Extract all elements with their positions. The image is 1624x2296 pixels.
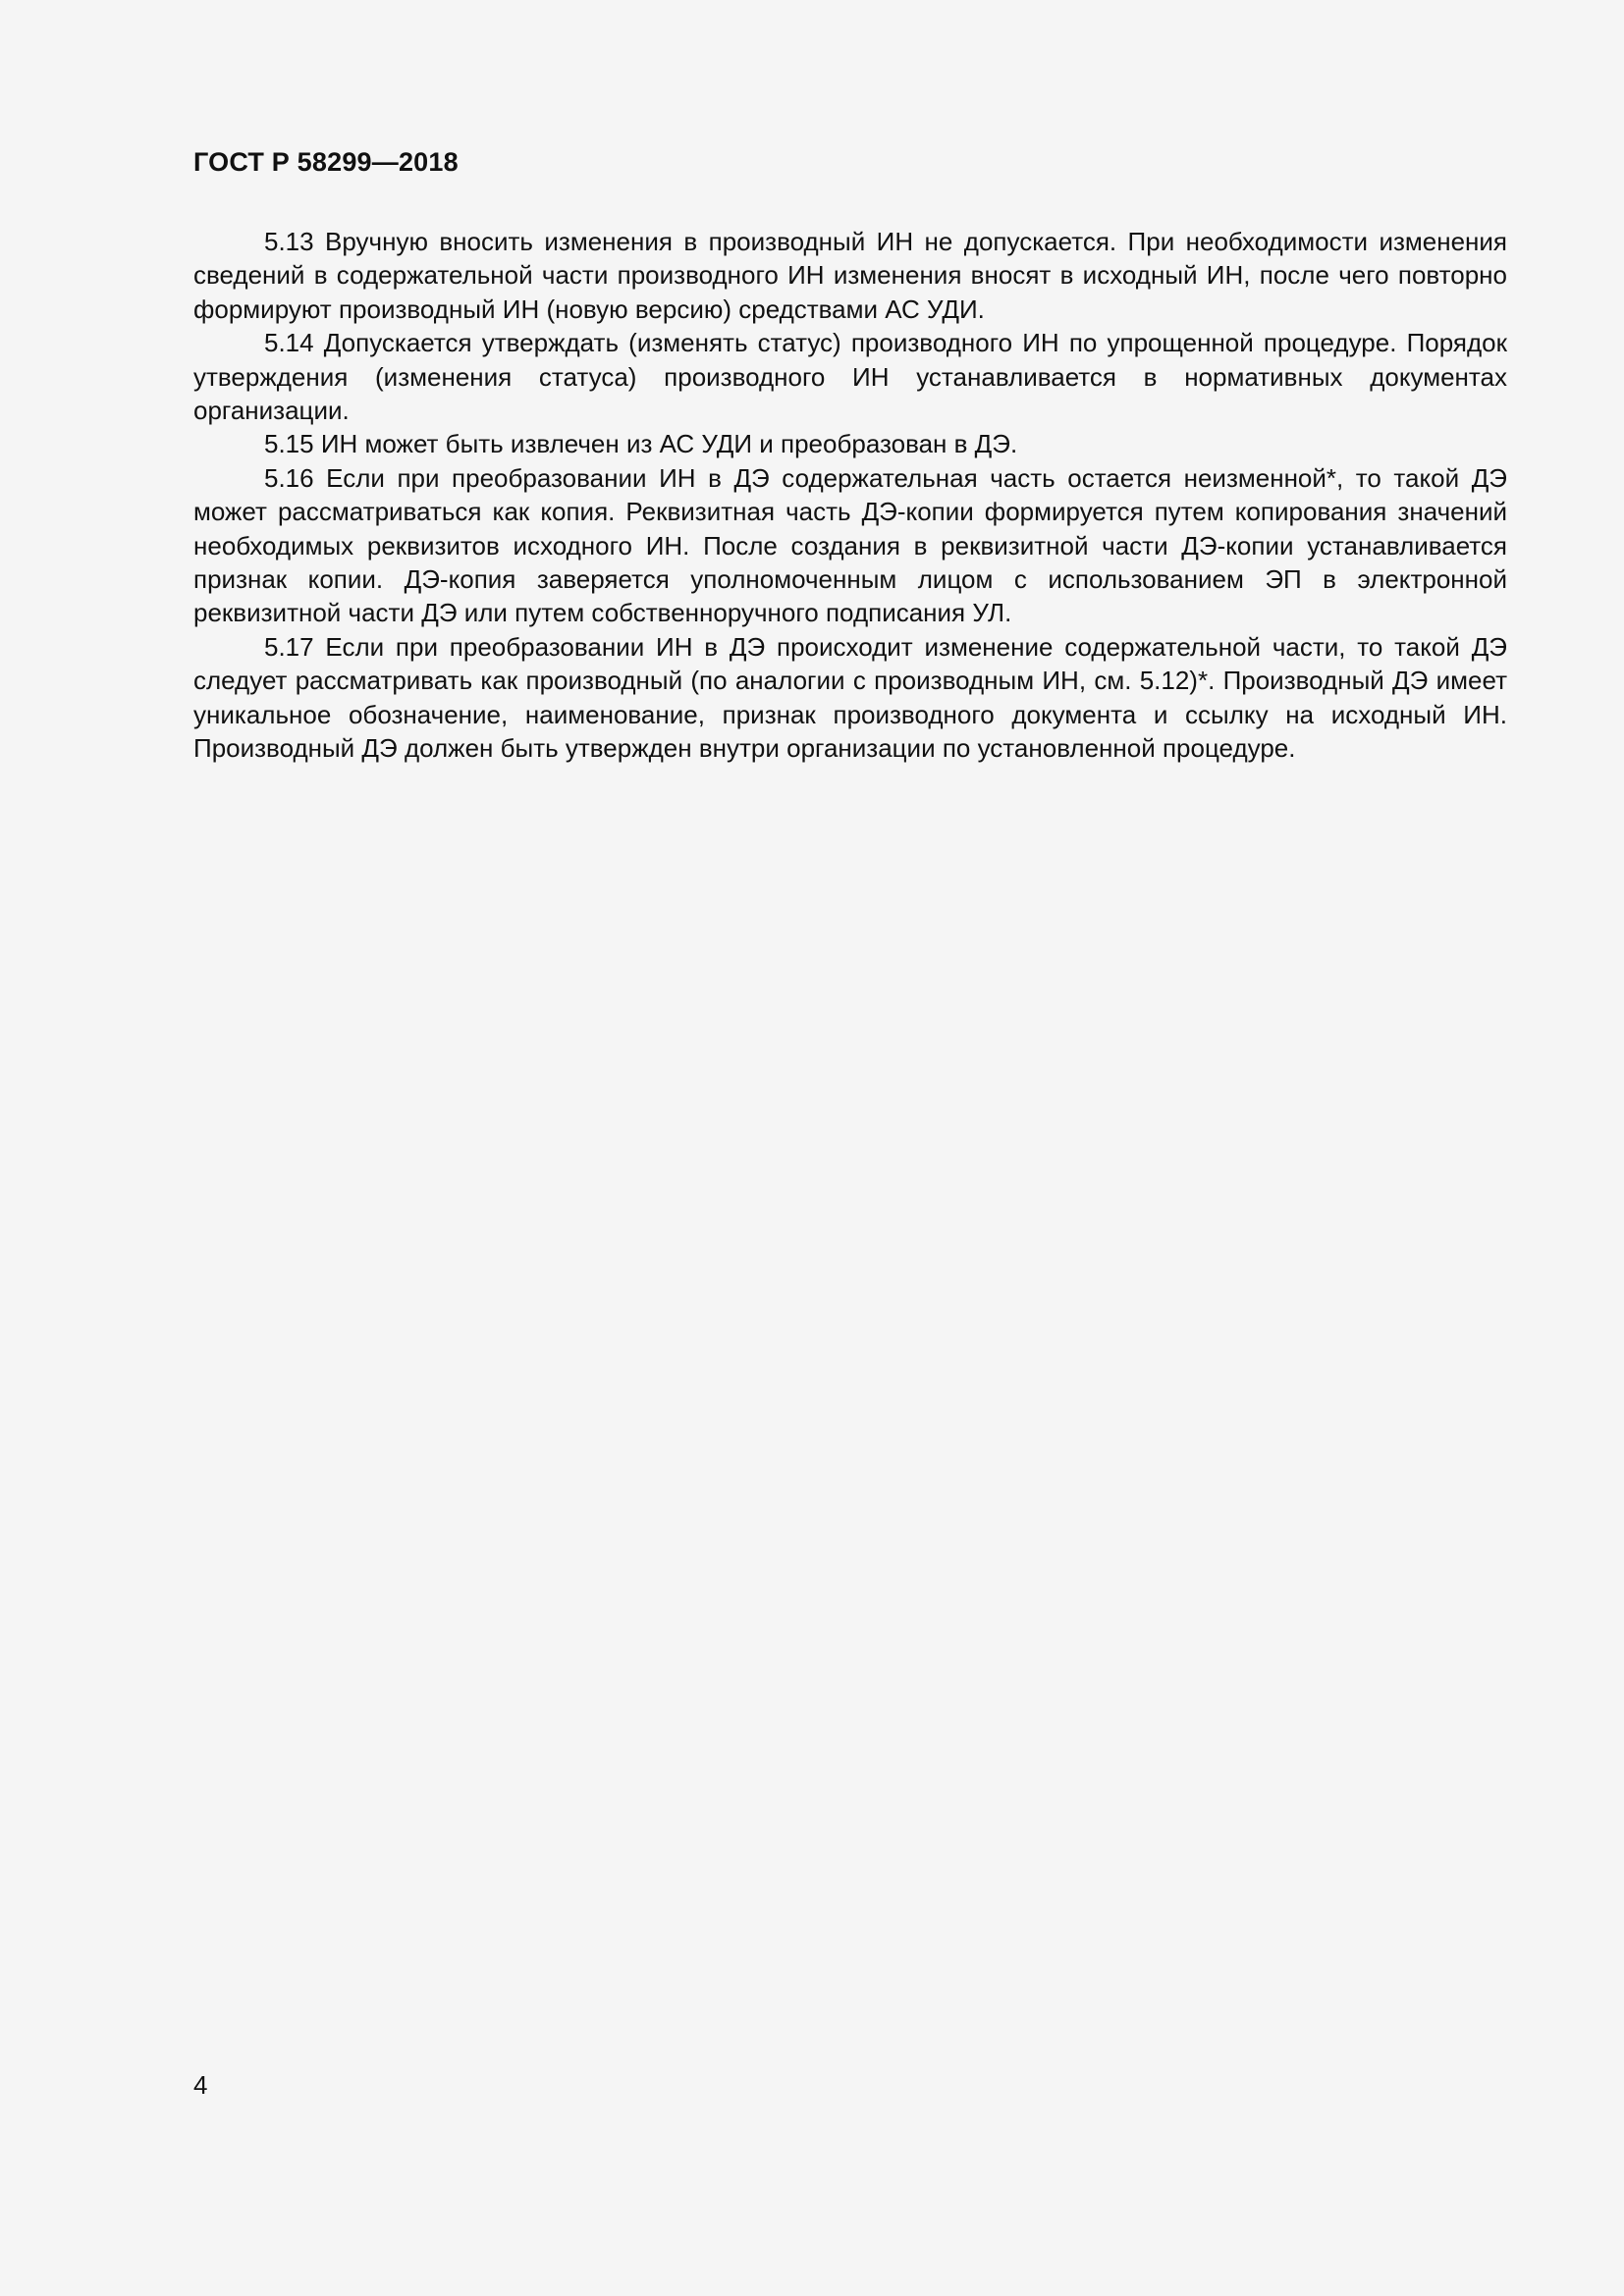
- paragraph-5-15: 5.15 ИН может быть извлечен из АС УДИ и преобразован в ДЭ.: [264, 429, 1018, 459]
- paragraph-5-17: 5.17 Если при преобразовании ИН в ДЭ происходит изменение содержательной части, то такой ДЭ следует рассматривать как производный (по аналогии с производным ИН, см. 5.12)*. Производный ДЭ имеет уникальное обозначение, наименование, признак производного документа и ссылку на исходный ИН. Производный ДЭ должен быть утвержден внутри организации по установленной процедуре.: [193, 631, 1507, 764]
- paragraph-5-13: 5.13 Вручную вносить изменения в производный ИН не допускается. При необходимости изменения сведений в содержательной части производного ИН изменения вносят в исходный ИН, после чего повторно формируют производный ИН (новую версию) средствами АС УДИ.: [193, 227, 1507, 324]
- paragraph-5-14: 5.14 Допускается утверждать (изменять статус) производного ИН по упрощенной процедуре. Порядок утверждения (изменения статуса) производного ИН устанавливается в нормативных документах организации.: [193, 328, 1507, 426]
- document-header: ГОСТ Р 58299—2018: [193, 147, 459, 177]
- page-number: 4: [193, 2070, 208, 2100]
- paragraph-5-16: 5.16 Если при преобразовании ИН в ДЭ содержательная часть остается неизменной*, то такой ДЭ может рассматриваться как копия. Реквизитная часть ДЭ-копии формируется путем копирования значений необходимых реквизитов исходного ИН. После создания в реквизитной части ДЭ-копии устанавливается признак копии. ДЭ-копия заверяется уполномоченным лицом с использованием ЭП в электронной реквизитной части ДЭ или путем собственноручного подписания УЛ.: [193, 462, 1507, 628]
- document-body: [193, 225, 1507, 766]
